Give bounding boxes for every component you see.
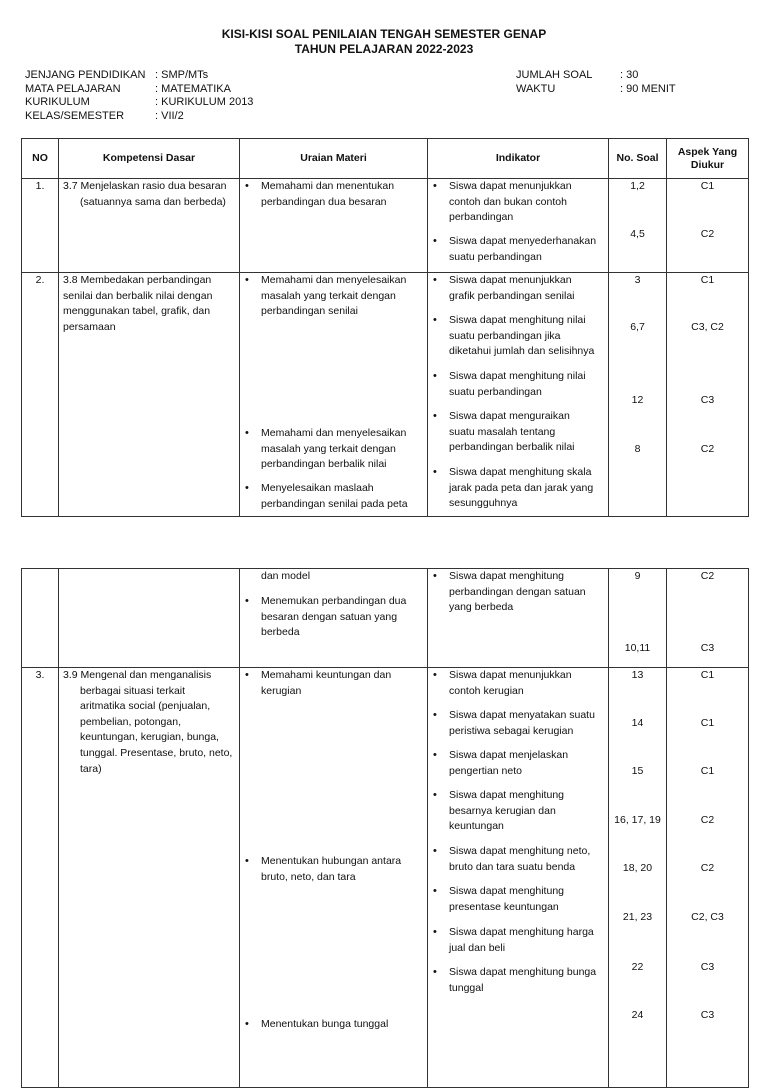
text-line: presentase keuntungan [449, 900, 559, 913]
kd-line: persamaan [63, 320, 116, 333]
document-title-line1: KISI-KISI SOAL PENILAIAN TENGAH SEMESTER GENAP [221, 27, 547, 41]
info-value: : MATEMATIKA [155, 82, 231, 95]
text-line: Siswa dapat menguraikan [449, 410, 570, 422]
text-line: perbandingan senilai [261, 305, 358, 318]
text-line: Siswa dapat menghitung [449, 885, 564, 897]
no-soal: 8 [634, 443, 641, 455]
bullet-icon: • [245, 427, 249, 439]
text-line: berbeda [261, 626, 300, 639]
bullet-icon: • [433, 926, 437, 938]
bullet-icon: • [433, 370, 437, 382]
text-line: Siswa dapat menghitung bunga [449, 966, 597, 978]
text-line: Siswa dapat menghitung nilai [449, 314, 586, 326]
aspek-diukur: C2 [700, 862, 715, 874]
kd-line: berbagai situasi terkait [80, 684, 186, 697]
text-line: perbandingan berbalik nilai [449, 441, 575, 454]
kd-line: (satuannya sama dan berbeda) [80, 195, 226, 208]
materi-item [240, 179, 394, 210]
indikator-item [428, 844, 590, 875]
info-value: : VII/2 [155, 109, 184, 122]
no-soal: 13 [631, 669, 644, 681]
info-label: MATA PELAJARAN [25, 82, 121, 95]
column-header-no-soal: No. Soal [609, 139, 667, 179]
indikator-item [428, 668, 572, 699]
aspek-diukur: C2 [700, 443, 715, 455]
column-header-aspek: Aspek Yang Diukur [667, 139, 749, 179]
indikator-item [428, 369, 586, 400]
no-soal: 6,7 [630, 321, 645, 333]
no-soal: 3 [634, 274, 641, 286]
no-soal: 15 [631, 765, 644, 777]
kd-line: aritmatika social (penjualan, [80, 700, 211, 713]
text-line: Siswa dapat menghitung [449, 570, 564, 582]
kd-line: keuntungan, kerugian, bunga, [80, 731, 219, 744]
kisi-table-part2 [21, 568, 749, 1088]
text-line: Siswa dapat menunjukkan [449, 669, 572, 681]
text-line: masalah yang terkait dengan [261, 442, 396, 455]
text-line: sesungguhnya [449, 497, 518, 510]
aspek-diukur: C3 [700, 394, 715, 406]
no-soal: 10,11 [624, 642, 651, 654]
text-line: peristiwa sebagai kerugian [449, 724, 574, 737]
table-row [22, 179, 749, 273]
text-line: Menentukan bunga tunggal [261, 1018, 389, 1030]
kd-line: pembelian, potongan, [80, 715, 181, 728]
bullet-icon: • [433, 885, 437, 897]
text-line: suatu masalah tentang [449, 425, 556, 438]
indikator-item [428, 465, 593, 512]
text-line: jarak pada peta dan jarak yang [449, 481, 594, 494]
bullet-icon: • [245, 1018, 249, 1030]
info-value: : 90 MENIT [620, 82, 676, 95]
aspek-diukur: C3 [700, 1009, 715, 1021]
text-line: Siswa dapat menghitung skala [449, 466, 592, 478]
kd-line: senilai dan berbalik nilai dengan [63, 289, 213, 302]
bullet-icon: • [433, 789, 437, 801]
text-line: Memahami dan menyelesaikan [261, 274, 407, 286]
text-line: perbandingan dua besaran [261, 195, 387, 208]
column-header-indikator: Indikator [428, 139, 609, 179]
row-number: 2. [35, 274, 45, 286]
indikator-item [428, 273, 575, 304]
bullet-icon: • [433, 669, 437, 681]
info-label: JENJANG PENDIDIKAN [25, 69, 146, 81]
bullet-icon: • [433, 235, 437, 247]
bullet-icon: • [245, 855, 249, 867]
bullet-icon: • [433, 180, 437, 192]
text-line: suatu perbandingan [449, 250, 542, 263]
text-line: Siswa dapat menyederhanakan [449, 235, 597, 247]
info-label: KELAS/SEMESTER [25, 109, 125, 122]
bullet-icon: • [433, 709, 437, 721]
text-line: Menemukan perbandingan dua [261, 595, 407, 607]
info-value: : 30 [620, 69, 639, 81]
bullet-icon: • [433, 274, 437, 286]
indikator-item [428, 409, 575, 456]
no-soal: 9 [634, 570, 641, 582]
info-value: : KURIKULUM 2013 [155, 96, 254, 108]
text-line: Siswa dapat menjelaskan [449, 749, 569, 761]
text-line: Memahami keuntungan dan [261, 669, 392, 681]
materi-item [240, 273, 406, 320]
bullet-icon: • [433, 314, 437, 326]
text-line: bruto, neto, dan tara [261, 870, 356, 883]
indikator-item [428, 925, 594, 956]
no-soal: 14 [631, 717, 644, 729]
materi-item [240, 1017, 388, 1033]
document-title-line2: TAHUN PELAJARAN 2022-2023 [294, 42, 474, 56]
text-line: perbandingan dengan satuan [449, 585, 586, 598]
info-label: WAKTU [516, 82, 556, 95]
bullet-icon: • [433, 410, 437, 422]
table-row [22, 273, 749, 517]
bullet-icon: • [433, 570, 437, 582]
materi-item [240, 426, 406, 473]
aspek-diukur: C3, C2 [691, 321, 724, 333]
text-line: pengertian neto [449, 764, 522, 777]
aspek-diukur: C3 [700, 642, 715, 654]
indikator-item [428, 884, 564, 915]
info-right [516, 69, 676, 96]
bullet-icon: • [245, 180, 249, 192]
text-line: tunggal [449, 981, 484, 994]
kd-line: 3.7 Menjelaskan rasio dua besaran [63, 180, 227, 192]
indikator-item [428, 569, 586, 616]
no-soal: 18, 20 [622, 862, 653, 874]
text-line: contoh kerugian [449, 684, 524, 697]
text-line: suatu perbandingan [449, 385, 542, 398]
bullet-icon: • [245, 595, 249, 607]
text-line: kerugian [261, 684, 302, 697]
text-line: grafik perbandingan senilai [449, 289, 575, 302]
aspek-diukur: C2 [700, 570, 715, 582]
text-line: Siswa dapat menyatakan suatu [449, 709, 595, 721]
text-line: yang berbeda [449, 601, 514, 614]
aspek-diukur: C2 [700, 228, 715, 240]
text-line: besaran dengan satuan yang [261, 610, 398, 623]
text-line: jual dan beli [449, 941, 506, 954]
kd-line: 3.8 Membedakan perbandingan [63, 274, 212, 286]
row-number: 1. [35, 180, 45, 192]
bullet-icon: • [433, 845, 437, 857]
bullet-icon: • [433, 466, 437, 478]
kd-line: tara) [80, 762, 102, 775]
indikator-item [428, 708, 595, 739]
no-soal: 1,2 [630, 180, 645, 192]
kd-line: menggunakan tabel, grafik, dan [63, 305, 211, 318]
indikator-item [428, 748, 568, 779]
text-line: perbandingan berbalik nilai [261, 458, 387, 471]
text-line: Siswa dapat menghitung [449, 789, 564, 801]
aspek-diukur: C1 [700, 274, 715, 286]
row-number: 3. [35, 669, 45, 681]
no-soal: 21, 23 [622, 911, 653, 923]
aspek-diukur: C2 [700, 814, 715, 826]
kisi-table-part1 [21, 138, 749, 517]
kd-line: 3.9 Mengenal dan menganalisis [63, 669, 212, 681]
text-line: Siswa dapat menunjukkan [449, 180, 572, 192]
text-line: perbandingan senilai pada peta [261, 497, 408, 510]
text-line: Siswa dapat menghitung neto, [449, 845, 591, 857]
column-header-kompetensi: Kompetensi Dasar [59, 139, 240, 179]
info-label: KURIKULUM [25, 96, 90, 108]
materi-continued: dan model [261, 570, 311, 582]
info-label: JUMLAH SOAL [516, 69, 593, 81]
materi-item [240, 668, 391, 699]
indikator-item [428, 313, 594, 360]
kompetensi-dasar [59, 668, 236, 777]
kompetensi-dasar [59, 273, 216, 335]
aspek-diukur: C1 [700, 765, 715, 777]
indikator-item [428, 965, 596, 996]
table-row [22, 569, 749, 668]
materi-item [240, 481, 408, 512]
no-soal: 16, 17, 19 [614, 814, 661, 826]
text-line: besarnya kerugian dan [449, 804, 556, 817]
column-header-no: NO [22, 139, 59, 179]
bullet-icon: • [245, 482, 249, 494]
indikator-item [428, 234, 596, 265]
indikator-item [428, 179, 572, 226]
text-line: masalah yang terkait dengan [261, 289, 396, 302]
text-line: diketahui jumlah dan selisihnya [449, 345, 595, 358]
no-soal: 12 [631, 394, 644, 406]
indikator-item [428, 788, 564, 835]
text-line: Memahami dan menyelesaikan [261, 427, 407, 439]
aspek-diukur: C1 [700, 669, 715, 681]
text-line: bruto dan tara suatu benda [449, 860, 576, 873]
bullet-icon: • [245, 669, 249, 681]
aspek-diukur: C3 [700, 961, 715, 973]
text-line: Siswa dapat menghitung nilai [449, 370, 586, 382]
text-line: keuntungan [449, 820, 504, 833]
text-line: perbandingan [449, 211, 514, 224]
text-line: suatu perbandingan jika [449, 329, 561, 342]
kompetensi-dasar [59, 179, 230, 210]
table-row [22, 668, 749, 1088]
materi-item [240, 854, 401, 885]
no-soal: 4,5 [630, 228, 645, 240]
info-value: : SMP/MTs [155, 69, 209, 81]
materi-item [240, 594, 406, 641]
aspek-diukur: C1 [700, 717, 715, 729]
table-header-row [22, 139, 749, 179]
text-line: Siswa dapat menunjukkan [449, 274, 572, 286]
bullet-icon: • [433, 749, 437, 761]
info-left [25, 69, 253, 123]
no-soal: 22 [631, 961, 644, 973]
aspek-diukur: C2, C3 [691, 911, 724, 923]
text-line: Memahami dan menentukan [261, 180, 395, 192]
kd-line: tunggal. Presentase, bruto, neto, [80, 746, 233, 759]
column-header-materi: Uraian Materi [240, 139, 428, 179]
text-line: Menyelesaikan maslaah [261, 482, 374, 494]
text-line: contoh dan bukan contoh [449, 195, 567, 208]
aspek-diukur: C1 [700, 180, 715, 192]
text-line: Siswa dapat menghitung harga [449, 926, 594, 938]
no-soal: 24 [631, 1009, 644, 1021]
text-line: Menentukan hubungan antara [261, 855, 402, 867]
bullet-icon: • [245, 274, 249, 286]
bullet-icon: • [433, 966, 437, 978]
